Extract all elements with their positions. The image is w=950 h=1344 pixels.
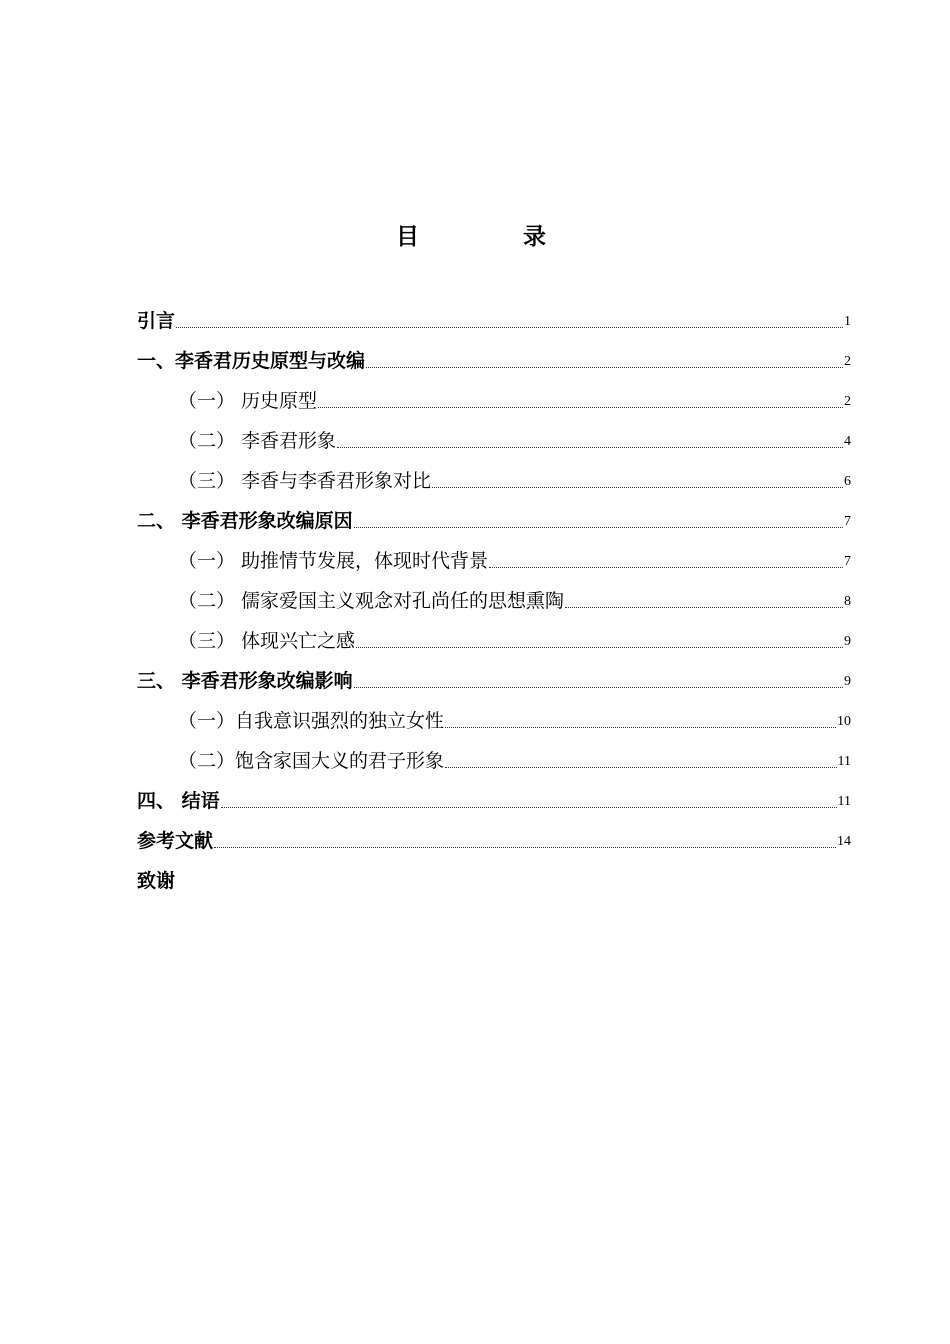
dot-leader — [489, 567, 843, 568]
dot-leader — [354, 687, 843, 688]
toc-page-number: 9 — [844, 674, 851, 689]
table-of-contents — [137, 300, 851, 900]
toc-entry-label: （三） 李香与李香君形象对比 — [178, 470, 432, 492]
toc-page-number: 10 — [837, 714, 851, 729]
toc-page-number: 7 — [844, 554, 851, 569]
toc-subentry[interactable] — [137, 460, 851, 500]
toc-subentry[interactable] — [137, 620, 851, 660]
dot-leader — [176, 327, 843, 328]
toc-entry-label: 三、 李香君形象改编影响 — [137, 670, 353, 692]
toc-page-number: 11 — [837, 754, 851, 769]
toc-page-number: 6 — [844, 474, 851, 489]
dot-leader — [432, 487, 843, 488]
toc-entry-label: （二） 李香君形象 — [178, 430, 337, 452]
toc-entry-label: 四、 结语 — [137, 790, 220, 812]
toc-subentry[interactable] — [137, 540, 851, 580]
toc-entry-label: （二）饱含家国大义的君子形象 — [178, 750, 445, 772]
toc-page-number: 2 — [844, 394, 851, 409]
toc-page-number: 4 — [844, 434, 851, 449]
toc-entry-label: （二） 儒家爱国主义观念对孔尚任的思想熏陶 — [178, 590, 565, 612]
toc-page-number: 8 — [844, 594, 851, 609]
toc-page-number: 11 — [837, 794, 851, 809]
toc-entry-label: （一）自我意识强烈的独立女性 — [178, 710, 445, 732]
toc-subentry[interactable] — [137, 580, 851, 620]
toc-entry[interactable] — [137, 820, 851, 860]
toc-page-number: 14 — [837, 834, 851, 849]
dot-leader — [214, 847, 836, 848]
toc-subentry[interactable] — [137, 740, 851, 780]
toc-entry[interactable] — [137, 500, 851, 540]
toc-page-number: 9 — [844, 634, 851, 649]
toc-subentry[interactable] — [137, 420, 851, 460]
toc-entry[interactable] — [137, 300, 851, 340]
dot-leader — [221, 807, 837, 808]
toc-page-number: 7 — [844, 514, 851, 529]
toc-entry[interactable] — [137, 780, 851, 820]
toc-entry-label: 参考文献 — [137, 830, 214, 852]
dot-leader — [356, 647, 843, 648]
toc-entry-label: 一、李香君历史原型与改编 — [137, 350, 366, 372]
dot-leader — [366, 367, 843, 368]
toc-entry-label: （一） 历史原型 — [178, 390, 318, 412]
toc-title: 目 录 — [395, 224, 594, 250]
dot-leader — [318, 407, 843, 408]
toc-entry-label: 引言 — [137, 310, 176, 332]
toc-subentry[interactable] — [137, 380, 851, 420]
toc-entry[interactable] — [137, 660, 851, 700]
dot-leader — [565, 607, 843, 608]
toc-page-number: 2 — [844, 354, 851, 369]
toc-subentry[interactable] — [137, 700, 851, 740]
dot-leader — [445, 767, 837, 768]
toc-entry-label: 致谢 — [137, 870, 176, 892]
toc-page-number: 1 — [844, 314, 851, 329]
dot-leader — [354, 527, 843, 528]
dot-leader — [337, 447, 843, 448]
toc-entry-label: （三） 体现兴亡之感 — [178, 630, 356, 652]
toc-entry[interactable] — [137, 860, 851, 900]
toc-entry-label: （一） 助推情节发展，体现时代背景 — [178, 550, 489, 572]
toc-entry-label: 二、 李香君形象改编原因 — [137, 510, 353, 532]
toc-entry[interactable] — [137, 340, 851, 380]
dot-leader — [445, 727, 836, 728]
